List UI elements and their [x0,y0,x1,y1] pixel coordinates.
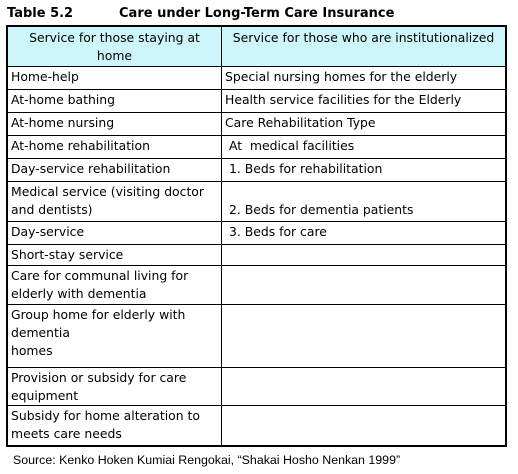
institutional-service-cell: Special nursing homes for the elderly [225,69,458,84]
home-service-cell [8,305,222,367]
institutional-service-cell [222,368,505,405]
source-note: Source: Kenko Hoken Kumiai Rengokai, “Shakai Hosho Nenkan 1999” [13,453,401,467]
table-number: Table 5.2 [7,6,74,21]
table-row [8,182,505,222]
home-service-cell: Home-help [8,67,222,89]
institutional-service-cell: 1. Beds for rehabilitation [225,161,383,176]
table-row [8,113,505,136]
institutional-service-cell: Care Rehabilitation Type [225,115,376,130]
institutional-service-cell: 3. Beds for care [225,224,327,239]
table-title [7,4,394,24]
home-service-cell: Day-service rehabilitation [8,159,222,181]
home-service-cell: At-home rehabilitation [8,136,222,158]
care-services-table [6,25,507,447]
table-row [8,406,505,445]
table-row [8,90,505,113]
table-caption: Care under Long-Term Care Insurance [119,6,395,21]
home-service-continuation: homes [11,343,53,358]
home-service-cell: At-home bathing [8,90,222,112]
table-header-row [8,27,505,67]
table-row [8,266,505,305]
institutional-service-cell: Health service facilities for the Elderly [225,92,462,107]
header-home-services: Service for those staying at home [8,27,222,66]
home-service-cell: Provision or subsidy for care equipment [8,368,222,405]
header-institutional-services: Service for those who are institutionalized [222,27,505,66]
table-row [8,368,505,406]
home-service-cell: Care for communal living for elderly with dementia [8,266,222,304]
institutional-service-cell [222,406,505,445]
table-row [8,67,505,90]
table-row [8,245,505,266]
table-row [8,305,505,368]
home-service-cell: Short-stay service [8,245,222,265]
institutional-service-cell: 2. Beds for dementia patients [225,202,414,217]
home-service-cell: Day-service [8,222,222,244]
home-service-cell: At-home nursing [8,113,222,135]
home-service-cell: Medical service (visiting doctor and dentists) [8,182,222,221]
institutional-service-cell [222,305,505,367]
home-service-cell: Subsidy for home alteration to meets care needs [8,406,222,445]
institutional-service-cell [222,245,505,265]
institutional-service-cell: At medical facilities [225,138,355,153]
table-row [8,159,505,182]
home-service-text: Group home for elderly with dementia [11,307,186,340]
institutional-service-cell [222,266,505,304]
table-row [8,222,505,245]
table-row [8,136,505,159]
